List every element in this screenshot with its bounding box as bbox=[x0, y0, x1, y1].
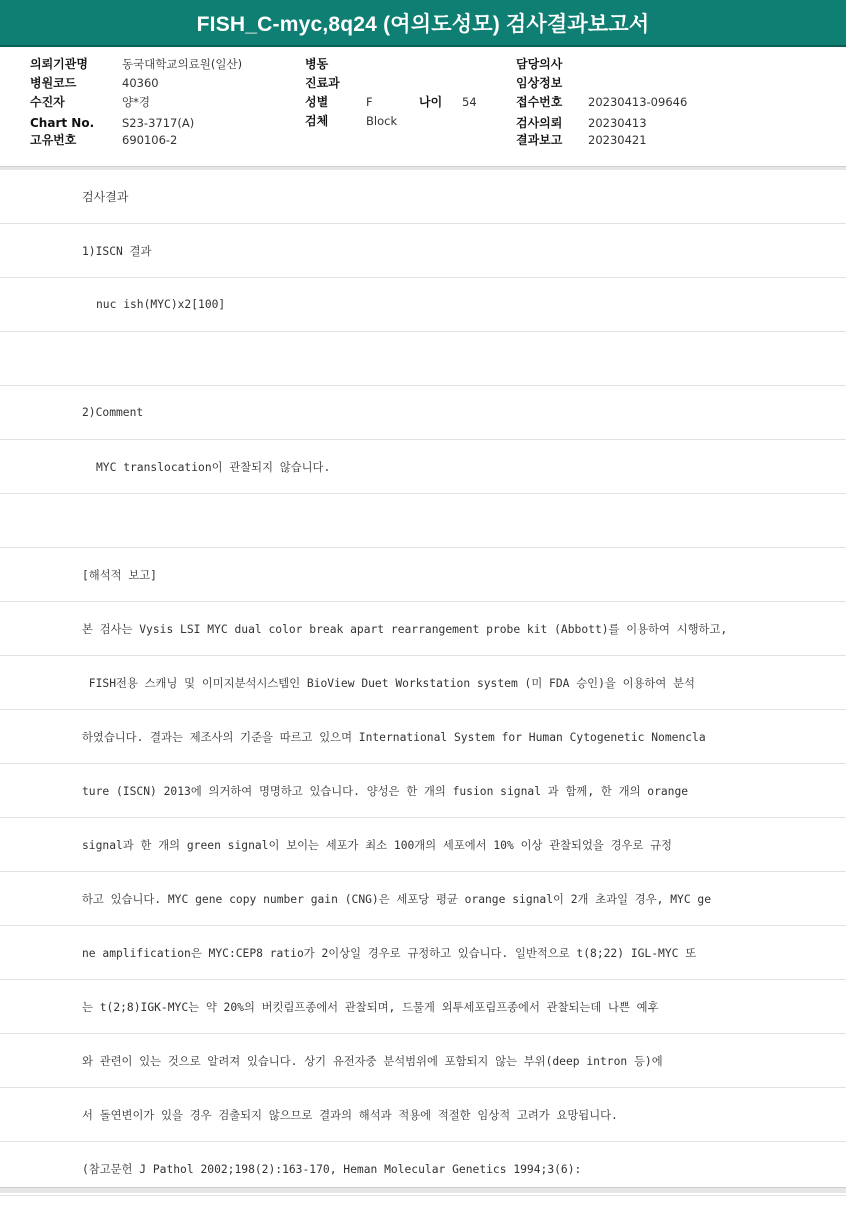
interpretation-line: FISH전용 스캐닝 및 이미지분석시스템인 BioView Duet Workstation system (미 FDA 승인)을 이용하여 분석 bbox=[0, 656, 846, 710]
report-date-value: 20230421 bbox=[588, 133, 647, 147]
section-heading-results: 검사결과 bbox=[0, 170, 846, 224]
sex-value: F bbox=[366, 95, 373, 109]
iscn-result: nuc ish(MYC)x2[100] bbox=[0, 278, 846, 332]
section-heading-comment: 2)Comment bbox=[0, 386, 846, 440]
report-title-bar bbox=[0, 0, 846, 47]
section-heading-iscn: 1)ISCN 결과 bbox=[0, 224, 846, 278]
interpretation-line: signal과 한 개의 green signal이 보이는 세포가 최소 100개의 세포에서 10% 이상 관찰되었을 경우로 규정 bbox=[0, 818, 846, 872]
dept-label: 진료과 bbox=[305, 76, 340, 90]
comment-text: MYC translocation이 관찰되지 않습니다. bbox=[0, 440, 846, 494]
ward-label: 병동 bbox=[305, 57, 329, 71]
specimen-label: 검체 bbox=[305, 114, 329, 128]
doctor-label: 담당의사 bbox=[516, 57, 563, 71]
specimen-value: Block bbox=[366, 114, 398, 128]
institution-value: 동국대학교의료원(일산) bbox=[122, 57, 243, 71]
blank-line bbox=[0, 494, 846, 548]
hospital-code-value: 40360 bbox=[122, 76, 159, 90]
unique-no-label: 고유번호 bbox=[30, 133, 77, 147]
hospital-code-label: 병원코드 bbox=[30, 76, 77, 90]
clinical-info-label: 임상정보 bbox=[516, 76, 563, 90]
report-content bbox=[0, 170, 846, 1196]
interpretation-line: 하고 있습니다. MYC gene copy number gain (CNG)은 세포당 평균 orange signal이 2개 초과일 경우, MYC ge bbox=[0, 872, 846, 926]
age-label: 나이 bbox=[419, 95, 443, 109]
footer-divider bbox=[0, 1187, 846, 1193]
receipt-no-label: 접수번호 bbox=[516, 95, 563, 109]
interpretation-line: ne amplification은 MYC:CEP8 ratio가 2이상일 경우로 규정하고 있습니다. 일반적으로 t(8;22) IGL-MYC 또 bbox=[0, 926, 846, 980]
sex-label: 성별 bbox=[305, 95, 329, 109]
patient-info-header bbox=[0, 47, 846, 167]
section-heading-interpretation: [해석적 보고] bbox=[0, 548, 846, 602]
report-title: FISH_C-myc,8q24 (여의도성모) 검사결과보고서 bbox=[196, 12, 650, 36]
patient-value: 양*경 bbox=[122, 95, 150, 109]
report-date-label: 결과보고 bbox=[516, 133, 563, 147]
interpretation-line: 본 검사는 Vysis LSI MYC dual color break apart rearrangement probe kit (Abbott)를 이용하여 시행하고, bbox=[0, 602, 846, 656]
interpretation-line: 는 t(2;8)IGK-MYC는 약 20%의 버킷림프종에서 관찰되며, 드물게 외투세포림프종에서 관찰되는데 나쁜 예후 bbox=[0, 980, 846, 1034]
unique-no-value: 690106-2 bbox=[122, 133, 178, 147]
interpretation-line: 와 관련이 있는 것으로 알려져 있습니다. 상기 유전자중 분석범위에 포함되지 않는 부위(deep intron 등)에 bbox=[0, 1034, 846, 1088]
request-date-value: 20230413 bbox=[588, 116, 647, 130]
blank-line bbox=[0, 332, 846, 386]
age-value: 54 bbox=[462, 95, 477, 109]
request-date-label: 검사의뢰 bbox=[516, 116, 563, 130]
patient-label: 수진자 bbox=[30, 95, 65, 109]
institution-label: 의뢰기관명 bbox=[30, 57, 88, 71]
interpretation-line: ture (ISCN) 2013에 의거하여 명명하고 있습니다. 양성은 한 개의 fusion signal 과 함께, 한 개의 orange bbox=[0, 764, 846, 818]
receipt-no-value: 20230413-09646 bbox=[588, 95, 688, 109]
chart-no-label: Chart No. bbox=[30, 116, 95, 130]
interpretation-line: 하였습니다. 결과는 제조사의 기준을 따르고 있으며 International System for Human Cytogenetic Nomencla bbox=[0, 710, 846, 764]
interpretation-line: 서 돌연변이가 있을 경우 검출되지 않으므로 결과의 해석과 적용에 적절한 임상적 고려가 요망됩니다. bbox=[0, 1088, 846, 1142]
chart-no-value: S23-3717(A) bbox=[122, 116, 195, 130]
reference-line: (참고문헌 J Pathol 2002;198(2):163-170, Heman Molecular Genetics 1994;3(6): bbox=[0, 1142, 846, 1196]
